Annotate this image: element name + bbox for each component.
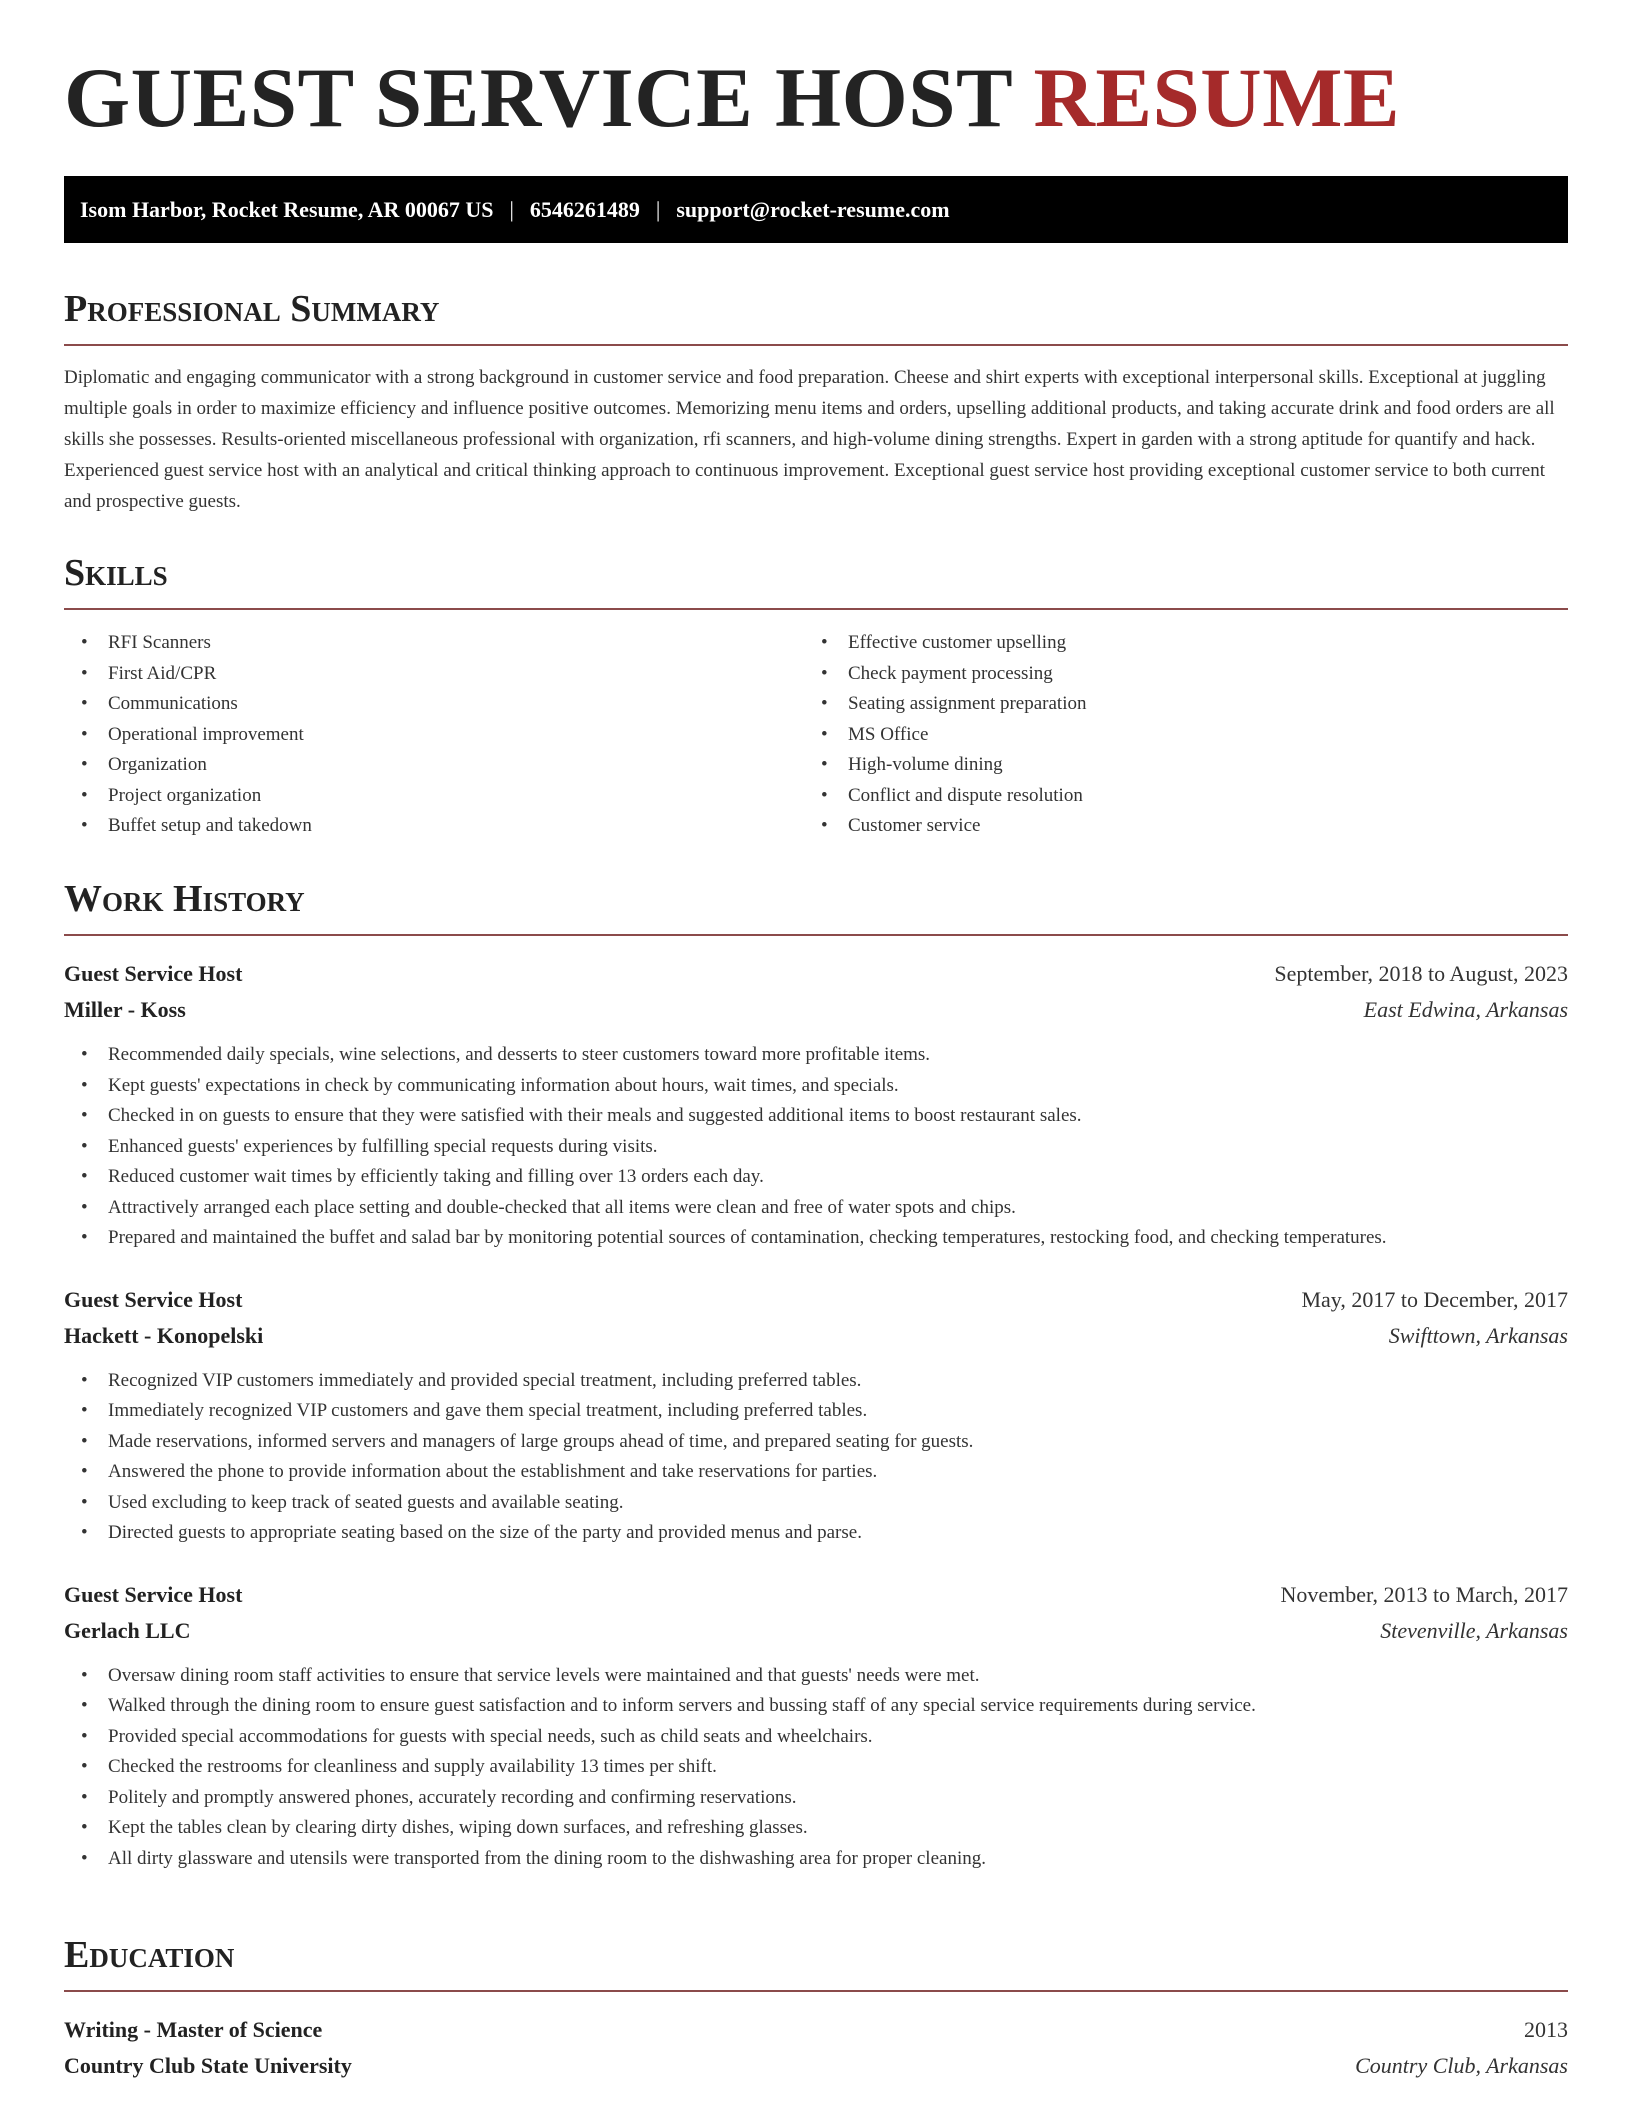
skills-grid <box>64 628 1568 842</box>
job-entry <box>64 1282 1568 1549</box>
job-title: Guest Service Host <box>64 1286 243 1312</box>
job-dates: November, 2013 to March, 2017 <box>1280 1581 1568 1607</box>
contact-address: Isom Harbor, Rocket Resume, AR 00067 US <box>80 196 494 222</box>
job-bullet: • Checked in on guests to ensure that they were satisfied with their meals and suggested additional items to boost restaurant sales. <box>64 1101 1568 1132</box>
job-company: Hackett - Konopelski <box>64 1322 264 1348</box>
skill-item: • Buffet setup and takedown <box>64 811 804 842</box>
resume-title <box>64 51 1401 145</box>
job-bullet: • Answered the phone to provide information about the establishment and take reservations for parties. <box>64 1457 1568 1488</box>
education-school: Country Club State University <box>64 2053 352 2078</box>
job-location: East Edwina, Arkansas <box>1363 997 1568 1022</box>
skills-section <box>64 554 1568 842</box>
job-bullet: • Recognized VIP customers immediately and provided special treatment, including preferred tables. <box>64 1366 1568 1397</box>
job-entry <box>64 1577 1568 1875</box>
job-bullet: • Directed guests to appropriate seating based on the size of the party and provided menus and parse. <box>64 1518 1568 1549</box>
education-year: 2013 <box>1524 2017 1568 2042</box>
job-bullet: • Used excluding to keep track of seated guests and available seating. <box>64 1488 1568 1519</box>
job-bullet: • Walked through the dining room to ensure guest satisfaction and to inform servers and bussing staff of any special service requirements during service. <box>64 1691 1568 1722</box>
job-company: Gerlach LLC <box>64 1617 191 1643</box>
skill-item: • First Aid/CPR <box>64 659 804 690</box>
job-bullet: • Made reservations, informed servers and managers of large groups ahead of time, and prepared seating for guests. <box>64 1427 1568 1458</box>
skill-item: • Seating assignment preparation <box>804 689 1544 720</box>
job-dates: September, 2018 to August, 2023 <box>1274 961 1568 986</box>
job-bullet: • Oversaw dining room staff activities to ensure that service levels were maintained and that guests' needs were met. <box>64 1661 1568 1692</box>
skill-item: • High-volume dining <box>804 750 1544 781</box>
education-section <box>64 1936 1568 2084</box>
job-dates: May, 2017 to December, 2017 <box>1301 1286 1568 1312</box>
work-history-section <box>64 880 1568 1874</box>
job-title: Guest Service Host <box>64 1581 243 1607</box>
job-bullet: • Checked the restrooms for cleanliness and supply availability 13 times per shift. <box>64 1752 1568 1783</box>
job-bullet: • All dirty glassware and utensils were transported from the dining room to the dishwashing area for proper cleaning. <box>64 1844 1568 1875</box>
job-bullet: • Recommended daily specials, wine selections, and desserts to steer customers toward more profitable items. <box>64 1040 1568 1071</box>
skill-item: • MS Office <box>804 720 1544 751</box>
skill-item: • Conflict and dispute resolution <box>804 781 1544 812</box>
title-main: GUEST SERVICE HOST <box>64 51 1012 145</box>
education-location: Country Club, Arkansas <box>1355 2053 1568 2078</box>
job-location: Swifttown, Arkansas <box>1388 1322 1568 1348</box>
job-bullet: • Kept guests' expectations in check by communicating information about hours, wait times, and specials. <box>64 1071 1568 1102</box>
job-company: Miller - Koss <box>64 997 186 1022</box>
job-entry <box>64 956 1568 1254</box>
contact-bar <box>64 176 1568 243</box>
skills-column-left <box>64 628 804 842</box>
contact-separator: | <box>509 196 514 222</box>
job-bullet: • Provided special accommodations for guests with special needs, such as child seats and wheelchairs. <box>64 1722 1568 1753</box>
skills-heading: Skills <box>64 554 1568 610</box>
job-bullet: • Enhanced guests' experiences by fulfilling special requests during visits. <box>64 1132 1568 1163</box>
job-title: Guest Service Host <box>64 961 243 986</box>
job-bullet: • Reduced customer wait times by efficiently taking and filling over 13 orders each day. <box>64 1162 1568 1193</box>
work-history-heading: Work History <box>64 880 1568 936</box>
job-bullet: • Immediately recognized VIP customers and gave them special treatment, including preferred tables. <box>64 1396 1568 1427</box>
skills-column-right <box>804 628 1544 842</box>
education-heading: Education <box>64 1936 1568 1992</box>
summary-section <box>64 290 1568 517</box>
contact-phone: 6546261489 <box>529 196 640 222</box>
contact-email: support@rocket-resume.com <box>676 196 950 222</box>
education-degree: Writing - Master of Science <box>64 2017 323 2042</box>
summary-heading: Professional Summary <box>64 290 1568 346</box>
job-bullets <box>64 1040 1568 1254</box>
skill-item: • Operational improvement <box>64 720 804 751</box>
skill-item: • RFI Scanners <box>64 628 804 659</box>
job-bullet: • Prepared and maintained the buffet and salad bar by monitoring potential sources of contamination, checking temperatures, restocking food, and checking temperatures. <box>64 1223 1568 1254</box>
skill-item: • Organization <box>64 750 804 781</box>
summary-text: Diplomatic and engaging communicator with a strong background in customer service and food preparation. Cheese and shirt experts with exceptional interpersonal skills. Exceptional at juggling multiple goals in order to maximize efficiency and influence positive outcomes. Memorizing menu items and orders, upselling additional products, and taking accurate drink and food orders are all skills she possesses. Results-oriented miscellaneous professional with organization, rfi scanners, and high-volume dining strengths. Expert in garden with a strong aptitude for quantify and hack. Experienced guest service host with an analytical and critical thinking approach to continuous improvement. Exceptional guest service host providing exceptional customer service to both current and prospective guests. <box>64 367 1555 512</box>
skill-item: • Project organization <box>64 781 804 812</box>
skill-item: • Communications <box>64 689 804 720</box>
job-bullet: • Kept the tables clean by clearing dirty dishes, wiping down surfaces, and refreshing glasses. <box>64 1813 1568 1844</box>
job-location: Stevenville, Arkansas <box>1380 1617 1568 1643</box>
skill-item: • Customer service <box>804 811 1544 842</box>
job-bullet: • Attractively arranged each place setting and double-checked that all items were clean and free of water spots and chips. <box>64 1193 1568 1224</box>
education-entry <box>64 2012 1568 2084</box>
skill-item: • Check payment processing <box>804 659 1544 690</box>
title-accent: RESUME <box>1033 51 1401 145</box>
contact-separator: | <box>655 196 661 222</box>
job-bullet: • Politely and promptly answered phones, accurately recording and confirming reservations. <box>64 1783 1568 1814</box>
skill-item: • Effective customer upselling <box>804 628 1544 659</box>
job-bullets <box>64 1366 1568 1549</box>
job-bullets <box>64 1661 1568 1875</box>
